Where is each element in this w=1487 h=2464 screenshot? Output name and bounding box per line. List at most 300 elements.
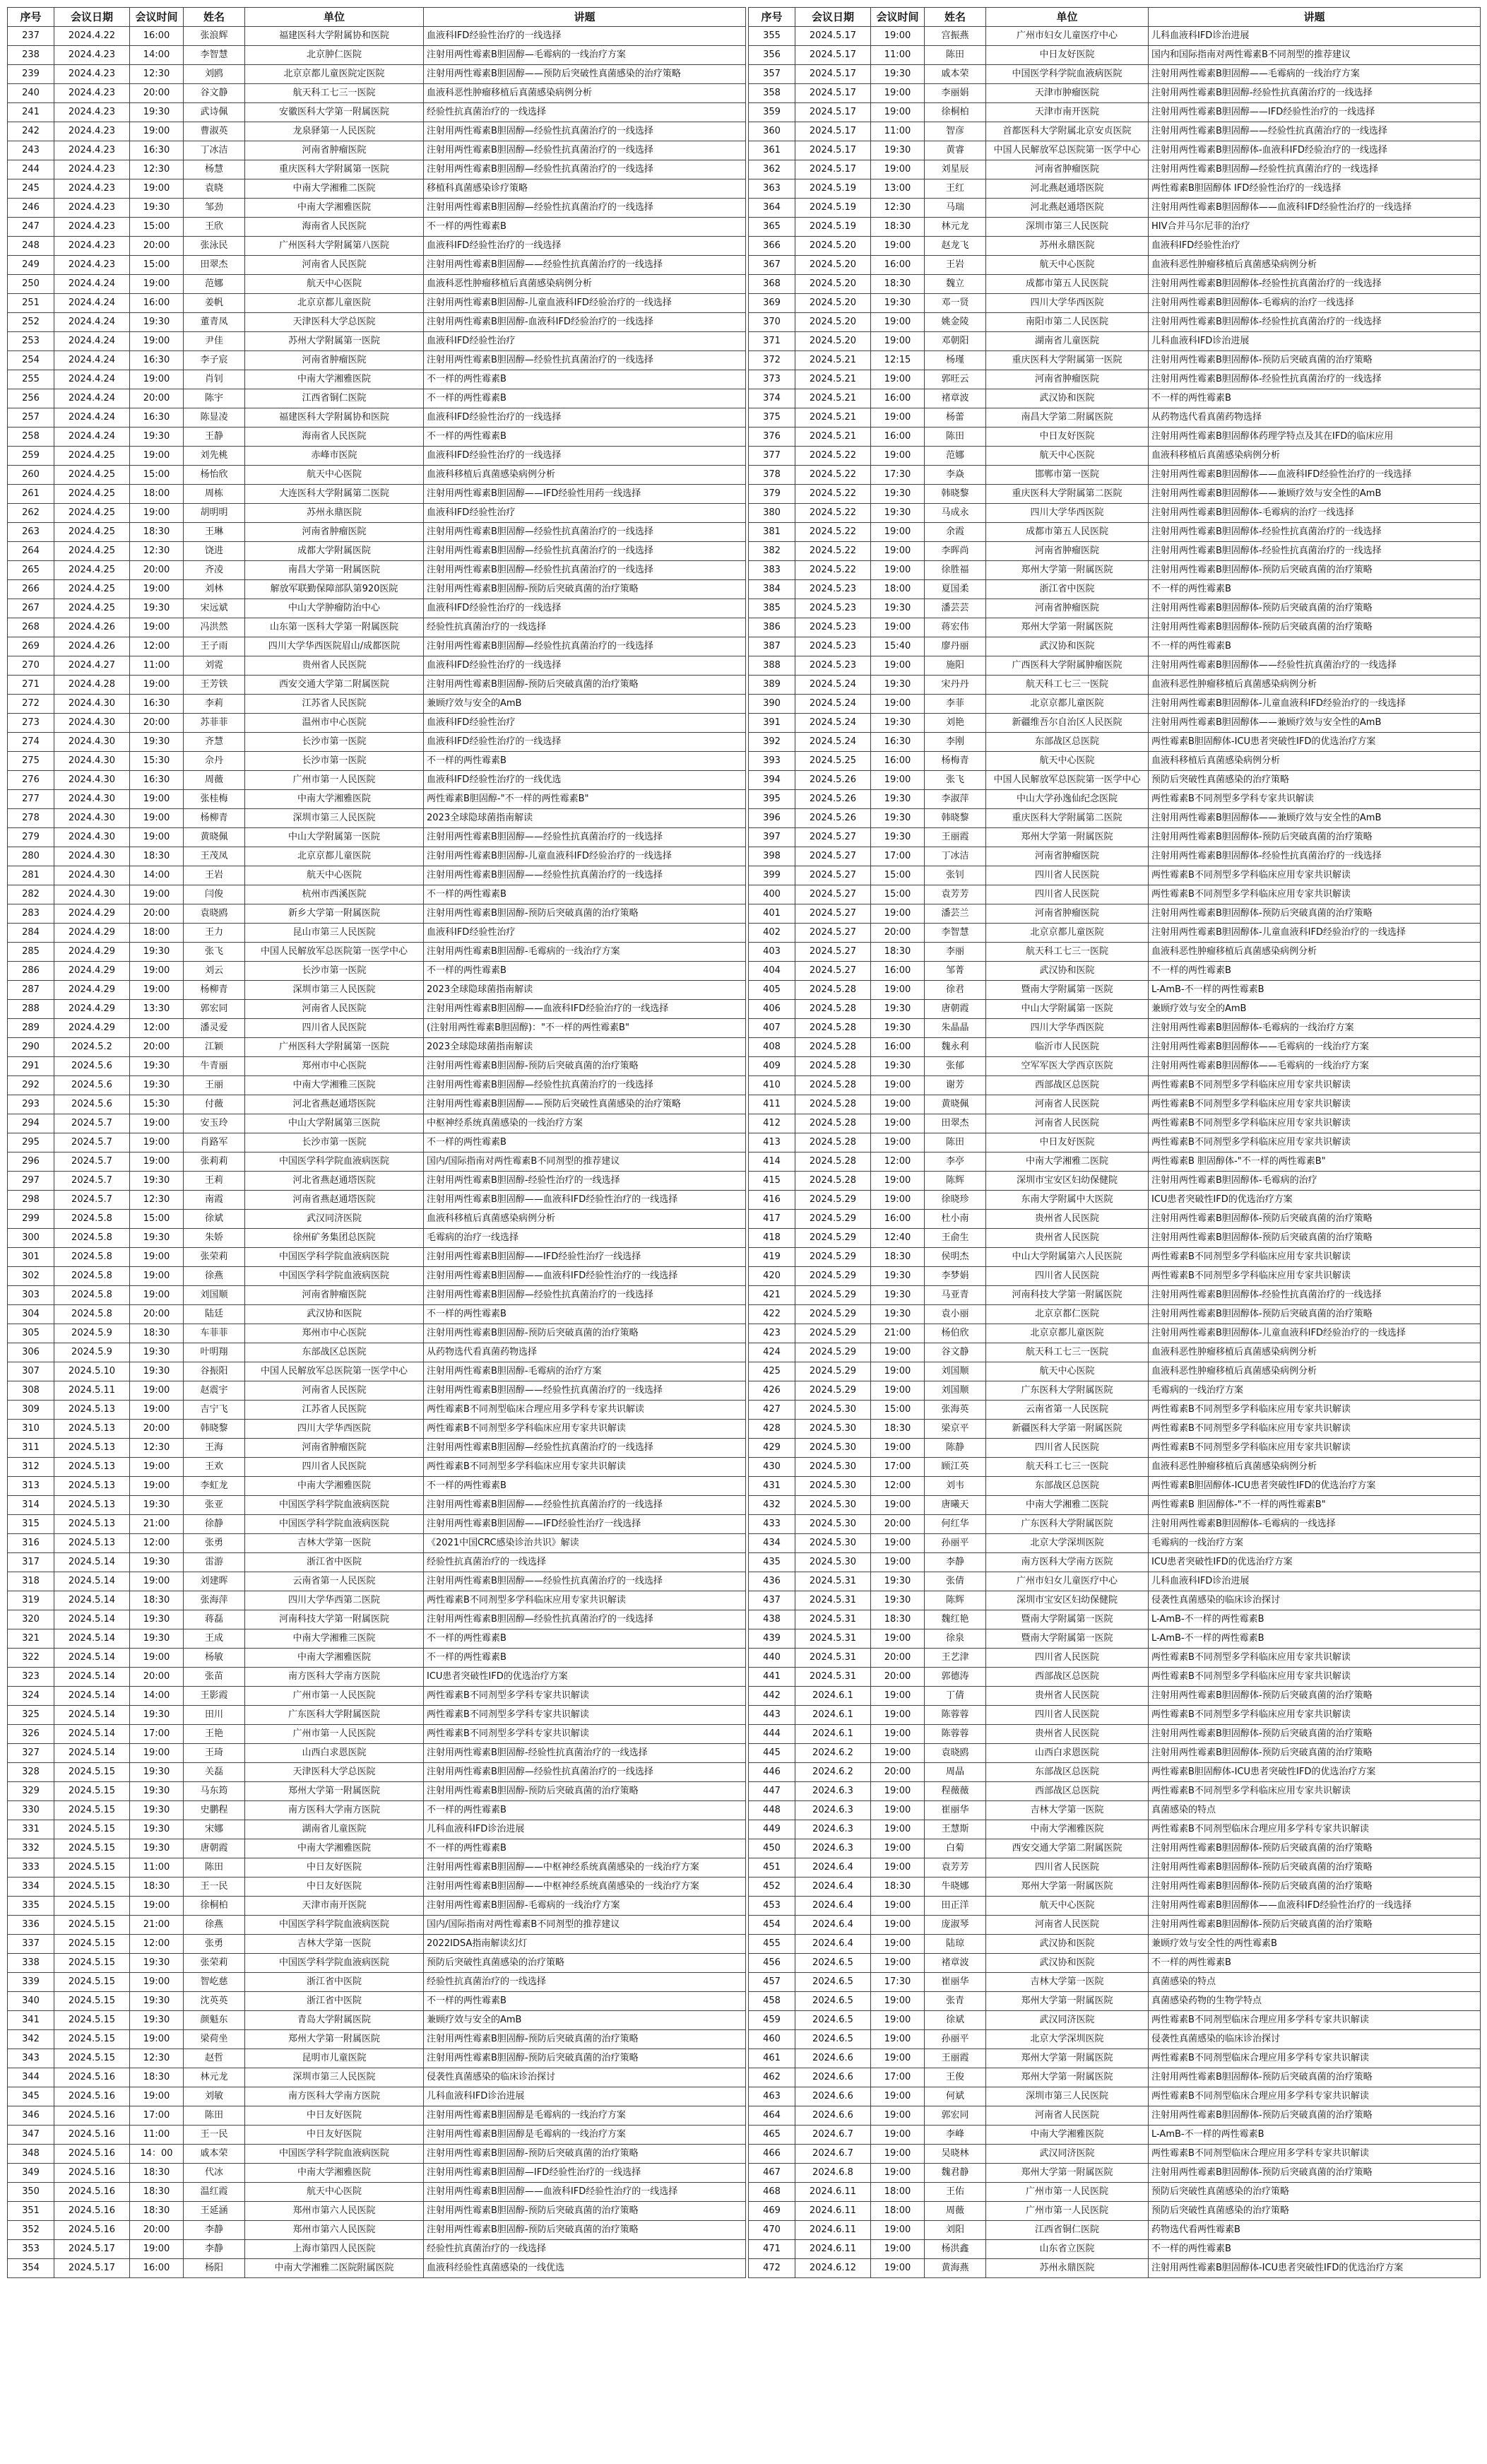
meeting-date: 2024.6.5 [795,2030,871,2049]
table-row [8,103,746,122]
meeting-time: 20:00 [130,237,184,256]
talk-topic: L-AmB-不一样的两性霉素B [1149,1610,1481,1629]
meeting-date: 2024.6.4 [795,1916,871,1935]
table-row [8,1057,746,1076]
table-row [8,1496,746,1515]
talk-topic: 注射用两性霉素B胆固醇体——兼顾疗效与安全性的AmB [1149,485,1481,504]
talk-topic: 血液科IFD经验性治疗 [424,924,746,943]
talk-topic: 注射用两性霉素B胆固醇体-预防后突破真菌的治疗策略 [1149,2068,1481,2087]
table-row [749,1839,1481,1858]
meeting-date: 2024.5.15 [54,1782,130,1801]
table-row [8,1668,746,1687]
talk-topic: 血液科移植后真菌感染病例分析 [424,1210,746,1229]
table-row [749,1706,1481,1725]
table-row [8,1973,746,1992]
speaker-name: 王丽霞 [925,828,986,847]
speaker-name: 廖丹丽 [925,637,986,656]
speaker-name: 宫振燕 [925,27,986,46]
talk-topic: 两性霉素B不同剂型临床合理应用多学科专家共识解读 [1149,2011,1481,2030]
speaker-name: 杨梅青 [925,752,986,771]
speaker-name: 王艺津 [925,1649,986,1668]
table-row [749,2259,1481,2278]
speaker-unit: 河南省人民医院 [986,2106,1149,2126]
table-row [8,2030,746,2049]
meeting-time: 19:00 [130,370,184,389]
talk-topic: 注射用两性霉素B胆固醇体-预防后突破真菌的治疗策略 [1149,351,1481,370]
meeting-date: 2024.4.30 [54,828,130,847]
speaker-unit: 广州医科大学附属第八医院 [245,237,424,256]
meeting-date: 2024.5.20 [795,294,871,313]
speaker-unit: 中南大学湘雅二医院附属医院 [245,2259,424,2278]
talk-topic: 血液科IFD经验性治疗的一线选择 [424,599,746,618]
speaker-unit: 成都市第五人民医院 [986,523,1149,542]
header-no: 序号 [749,8,795,27]
row-number: 276 [8,771,54,790]
speaker-unit: 龙泉驿第一人民医院 [245,122,424,141]
meeting-date: 2024.5.31 [795,1649,871,1668]
talk-topic: 2023全球隐球菌指南解读 [424,809,746,828]
row-number: 347 [8,2126,54,2145]
speaker-name: 刘建晖 [184,1572,245,1591]
row-number: 339 [8,1973,54,1992]
row-number: 296 [8,1153,54,1172]
speaker-unit: 武汉同济医院 [986,2011,1149,2030]
meeting-date: 2024.5.8 [54,1286,130,1305]
speaker-name: 李虹龙 [184,1477,245,1496]
meeting-date: 2024.5.16 [54,2164,130,2183]
speaker-unit: 武汉协和医院 [986,962,1149,981]
table-row [8,542,746,561]
speaker-unit: 中日友好医院 [986,428,1149,447]
speaker-name: 袁芳芳 [925,1858,986,1878]
speaker-name: 吉宁飞 [184,1401,245,1420]
speaker-unit: 中国人民解放军总医院第一医学中心 [245,943,424,962]
meeting-time: 13:30 [130,1000,184,1019]
speaker-name: 谷文静 [184,84,245,103]
talk-topic: 不一样的两性霉素B [424,370,746,389]
talk-topic: 注射用两性霉素B胆固醇-预防后突破真菌的治疗策略 [424,580,746,599]
row-number: 288 [8,1000,54,1019]
meeting-date: 2024.6.11 [795,2183,871,2202]
speaker-unit: 长沙市第一医院 [245,733,424,752]
table-row [8,1553,746,1572]
meeting-date: 2024.6.5 [795,2011,871,2030]
meeting-time: 19:00 [871,1725,925,1744]
speaker-name: 饶进 [184,542,245,561]
table-row [8,1076,746,1095]
table-row [749,389,1481,408]
roster-table-left [7,7,746,2278]
table-row [8,2240,746,2259]
meeting-time: 19:30 [130,2011,184,2030]
meeting-time: 19:00 [871,2106,925,2126]
speaker-unit: 广西医科大学附属肿瘤医院 [986,656,1149,676]
meeting-time: 12:40 [871,1229,925,1248]
speaker-name: 唐朝霞 [184,1839,245,1858]
talk-topic: 国内/国际指南对两性霉素B不同剂型的推荐建议 [424,1916,746,1935]
talk-topic: 从药物选代看真菌药物选择 [424,1343,746,1362]
speaker-unit: 南阳市第二人民医院 [986,313,1149,332]
table-row [8,1649,746,1668]
row-number: 337 [8,1935,54,1954]
table-row [8,1095,746,1114]
talk-topic: 两性霉素B不同剂型多学科临床应用专家共识解读 [1149,1439,1481,1458]
meeting-time: 15:30 [130,1095,184,1114]
talk-topic: 注射用两性霉素B胆固醇—经验性抗真菌治疗的一线选择 [424,141,746,160]
meeting-time: 12:30 [130,160,184,179]
speaker-name: 刘敏 [184,2087,245,2106]
row-number: 348 [8,2145,54,2164]
meeting-time: 15:00 [130,1210,184,1229]
table-row [8,1458,746,1477]
table-row [8,1477,746,1496]
talk-topic: 注射用两性霉素B胆固醇——经验性抗真菌治疗的一线选择 [424,828,746,847]
talk-topic: 注射用两性霉素B胆固醇体-经验性抗真菌治疗的一线选择 [1149,313,1481,332]
speaker-unit: 深圳市第三人民医院 [245,981,424,1000]
table-row [8,160,746,179]
meeting-time: 19:00 [871,1687,925,1706]
meeting-date: 2024.5.16 [54,2087,130,2106]
row-number: 406 [749,1000,795,1019]
row-number: 334 [8,1878,54,1897]
meeting-date: 2024.5.21 [795,370,871,389]
table-row [8,2202,746,2221]
row-number: 338 [8,1954,54,1973]
meeting-time: 15:00 [871,866,925,885]
talk-topic: 两性霉素B胆固醇体-ICU患者突破性IFD的优选治疗方案 [1149,733,1481,752]
table-row [8,408,746,428]
speaker-name: 陈辉 [925,1591,986,1610]
row-number: 297 [8,1172,54,1191]
row-number: 387 [749,637,795,656]
meeting-date: 2024.5.14 [54,1572,130,1591]
table-row [749,1076,1481,1095]
meeting-date: 2024.5.22 [795,523,871,542]
meeting-time: 21:00 [130,1916,184,1935]
talk-topic: 注射用两性霉素B胆固醇—经验性抗真菌治疗的一线选择 [424,1763,746,1782]
speaker-unit: 郑州大学第一附属医院 [986,561,1149,580]
meeting-time: 15:30 [130,752,184,771]
table-row [8,1401,746,1420]
speaker-name: 王影霞 [184,1687,245,1706]
row-number: 430 [749,1458,795,1477]
speaker-unit: 郑州大学第一附属医院 [986,828,1149,847]
meeting-time: 18:30 [130,523,184,542]
speaker-unit: 广东医科大学附属医院 [986,1515,1149,1534]
table-row [749,1191,1481,1210]
meeting-time: 15:00 [871,885,925,904]
talk-topic: 血液科IFD经验性治疗的一线优选 [424,771,746,790]
row-number: 378 [749,466,795,485]
meeting-time: 20:00 [130,2221,184,2240]
meeting-time: 19:30 [130,1076,184,1095]
speaker-name: 张钊 [925,866,986,885]
speaker-unit: 江苏省人民医院 [245,695,424,714]
talk-topic: 血液科IFD经验性治疗 [1149,237,1481,256]
table-row [8,237,746,256]
talk-topic: 注射用两性霉素B胆固醇——经验性抗真菌治疗的一线选择 [424,256,746,275]
talk-topic: 两性霉素B不同剂型多学科专家共识解读 [424,1725,746,1744]
talk-topic: 注射用两性霉素B胆固醇—经验性抗真菌治疗的一线选择 [424,1286,746,1305]
meeting-time: 19:30 [130,1553,184,1572]
table-row [749,580,1481,599]
talk-topic: 注射用两性霉素B胆固醇体-预防后突破真菌的治疗策略 [1149,1916,1481,1935]
meeting-date: 2024.5.20 [795,275,871,294]
speaker-unit: 河南省肿瘤医院 [986,370,1149,389]
row-number: 435 [749,1553,795,1572]
speaker-unit: 航天中心医院 [986,752,1149,771]
row-number: 271 [8,676,54,695]
meeting-time: 18:00 [130,924,184,943]
talk-topic: 注射用两性霉素B胆固醇—毛霉病的一线治疗方案 [424,46,746,65]
row-number: 356 [749,46,795,65]
meeting-time: 15:00 [130,256,184,275]
row-number: 303 [8,1286,54,1305]
talk-topic: 注射用两性霉素B胆固醇-预防后突破真菌的治疗策略 [424,676,746,695]
table-row [8,218,746,237]
speaker-name: 陈田 [925,1133,986,1153]
table-row [749,1801,1481,1820]
talk-topic: 不一样的两性霉素B [1149,580,1481,599]
speaker-unit: 郑州大学第一附属医院 [245,2030,424,2049]
meeting-time: 19:00 [871,2221,925,2240]
table-row [8,466,746,485]
row-number: 318 [8,1572,54,1591]
talk-topic: 注射用两性霉素B胆固醇体-经验性抗真菌治疗的一线选择 [1149,1286,1481,1305]
meeting-date: 2024.5.30 [795,1534,871,1553]
meeting-time: 19:00 [130,1973,184,1992]
meeting-date: 2024.5.15 [54,1897,130,1916]
meeting-time: 16:00 [871,256,925,275]
talk-topic: 注射用两性霉素B胆固醇体-经验性抗真菌治疗的一线选择 [1149,847,1481,866]
table-row [749,447,1481,466]
speaker-name: 王一民 [184,2126,245,2145]
meeting-date: 2024.4.29 [54,924,130,943]
speaker-name: 韩晓黎 [925,809,986,828]
row-number: 344 [8,2068,54,2087]
row-number: 436 [749,1572,795,1591]
talk-topic: 注射用两性霉素B胆固醇体——血液科IFD经验性治疗的一线选择 [1149,1897,1481,1916]
row-number: 359 [749,103,795,122]
meeting-date: 2024.5.13 [54,1401,130,1420]
talk-topic: 不一样的两性霉素B [424,1649,746,1668]
table-row [749,1687,1481,1706]
speaker-unit: 中山大学附属第三医院 [245,1114,424,1133]
meeting-time: 20:00 [130,714,184,733]
speaker-unit: 广州市第一人民医院 [245,1687,424,1706]
speaker-name: 王丽霞 [925,2049,986,2068]
meeting-time: 19:00 [130,885,184,904]
meeting-time: 19:30 [130,1992,184,2011]
table-row [749,1172,1481,1191]
table-row [749,1267,1481,1286]
talk-topic: 注射用两性霉素B胆固醇——经验性抗真菌治疗的一线选择 [1149,122,1481,141]
speaker-unit: 四川省人民医院 [986,1706,1149,1725]
speaker-unit: 河南省人民医院 [986,1916,1149,1935]
row-number: 293 [8,1095,54,1114]
row-number: 364 [749,199,795,218]
talk-topic: 注射用两性霉素B胆固醇体-经验性抗真菌治疗的一线选择 [1149,542,1481,561]
meeting-time: 19:30 [130,103,184,122]
row-number: 238 [8,46,54,65]
row-number: 395 [749,790,795,809]
speaker-name: 黄晓佩 [925,1095,986,1114]
speaker-unit: 首都医科大学附属北京安贞医院 [986,122,1149,141]
talk-topic: 注射用两性霉素B胆固醇体-预防后突破真菌的治疗策略 [1149,2164,1481,2183]
speaker-name: 周薇 [925,2202,986,2221]
speaker-name: 张青 [925,1992,986,2011]
row-number: 352 [8,2221,54,2240]
row-number: 394 [749,771,795,790]
row-number: 357 [749,65,795,84]
speaker-unit: 深圳市第三人民医院 [986,2087,1149,2106]
meeting-time: 19:30 [871,1591,925,1610]
speaker-name: 张亚 [184,1496,245,1515]
meeting-date: 2024.5.16 [54,2183,130,2202]
meeting-time: 19:30 [130,1229,184,1248]
row-number: 402 [749,924,795,943]
meeting-time: 19:00 [871,1992,925,2011]
meeting-time: 16:00 [871,428,925,447]
table-row [749,1782,1481,1801]
roster-table-right [748,7,1481,2278]
speaker-name: 邹菁 [925,962,986,981]
row-number: 275 [8,752,54,771]
meeting-time: 19:30 [130,1362,184,1381]
row-number: 396 [749,809,795,828]
speaker-name: 何斌 [925,2087,986,2106]
table-row [8,904,746,924]
speaker-name: 袁晓鸥 [184,904,245,924]
speaker-unit: 郑州大学第一附属医院 [245,1782,424,1801]
table-row [8,1439,746,1458]
header-topic: 讲题 [424,8,746,27]
speaker-unit: 河北燕赵通塔医院 [986,199,1149,218]
speaker-name: 肖钊 [184,370,245,389]
speaker-name: 梁京平 [925,1420,986,1439]
speaker-unit: 中南大学湘雅医院 [245,1649,424,1668]
speaker-name: 袁小丽 [925,1305,986,1324]
table-row [749,1515,1481,1534]
row-number: 351 [8,2202,54,2221]
meeting-date: 2024.5.15 [54,1916,130,1935]
meeting-time: 19:00 [871,2164,925,2183]
row-number: 247 [8,218,54,237]
meeting-date: 2024.5.23 [795,599,871,618]
speaker-name: 张海英 [925,1401,986,1420]
meeting-date: 2024.5.15 [54,1763,130,1782]
meeting-date: 2024.4.25 [54,466,130,485]
table-row [749,237,1481,256]
meeting-date: 2024.5.30 [795,1420,871,1439]
talk-topic: 注射用两性霉素B胆固醇-经验性抗真菌治疗的一线选择 [1149,84,1481,103]
meeting-time: 12:30 [871,199,925,218]
row-number: 457 [749,1973,795,1992]
meeting-date: 2024.6.5 [795,1954,871,1973]
speaker-unit: 南方医科大学南方医院 [245,1801,424,1820]
speaker-name: 李焱 [925,466,986,485]
row-number: 375 [749,408,795,428]
talk-topic: HIV合并马尔尼菲的治疗 [1149,218,1481,237]
table-row [749,65,1481,84]
talk-topic: 中枢神经系统真菌感染的一线治疗方案 [424,1114,746,1133]
meeting-date: 2024.5.29 [795,1343,871,1362]
speaker-unit: 四川大学华西医院 [986,294,1149,313]
speaker-unit: 四川省人民医院 [245,1458,424,1477]
speaker-unit: 深圳市第三人民医院 [986,218,1149,237]
meeting-time: 12:30 [130,1191,184,1210]
meeting-time: 18:30 [871,1420,925,1439]
meeting-date: 2024.6.6 [795,2106,871,2126]
meeting-date: 2024.5.17 [795,46,871,65]
table-row [749,1095,1481,1114]
meeting-date: 2024.5.17 [54,2240,130,2259]
meeting-time: 19:00 [871,2087,925,2106]
speaker-unit: 郑州市中心医院 [245,1057,424,1076]
table-row [749,885,1481,904]
row-number: 331 [8,1820,54,1839]
speaker-name: 谷文静 [925,1343,986,1362]
table-row [749,1954,1481,1973]
speaker-unit: 广州市第一人民医院 [986,2183,1149,2202]
talk-topic: ICU患者突破性IFD的优选治疗方案 [424,1668,746,1687]
table-row [749,1572,1481,1591]
talk-topic: 注射用两性霉素B胆固醇体-毛霉病的一线治疗方案 [1149,1019,1481,1038]
talk-topic: 注射用两性霉素B胆固醇体-儿童血液科IFD经验治疗的一线选择 [1149,1324,1481,1343]
table-row [8,1362,746,1381]
talk-topic: 不一样的两性霉素B [424,1133,746,1153]
speaker-name: 张莉莉 [184,1153,245,1172]
meeting-date: 2024.5.29 [795,1286,871,1305]
meeting-date: 2024.5.15 [54,2011,130,2030]
meeting-date: 2024.5.30 [795,1553,871,1572]
table-row [8,656,746,676]
speaker-name: 王海 [184,1439,245,1458]
talk-topic: 注射用两性霉素B胆固醇—经验性抗真菌治疗的一线选择 [1149,160,1481,179]
speaker-name: 张郁 [925,1057,986,1076]
speaker-name: 李莉 [184,695,245,714]
speaker-name: 张勇 [184,1534,245,1553]
table-row [749,122,1481,141]
speaker-unit: 贵州省人民医院 [986,1725,1149,1744]
meeting-time: 19:30 [130,1763,184,1782]
meeting-time: 14:00 [130,46,184,65]
speaker-name: 马成永 [925,504,986,523]
speaker-name: 宋远斌 [184,599,245,618]
speaker-unit: 海南省人民医院 [245,428,424,447]
speaker-unit: 河北省燕赵通塔医院 [245,1095,424,1114]
speaker-name: 王力 [184,924,245,943]
speaker-name: 王佑 [925,2183,986,2202]
speaker-name: 李峰 [925,2126,986,2145]
meeting-date: 2024.5.24 [795,695,871,714]
talk-topic: 注射用两性霉素B胆固醇体-预防后突破真菌的治疗策略 [1149,1687,1481,1706]
speaker-unit: 河南省肿瘤医院 [245,141,424,160]
table-row [749,523,1481,542]
row-number: 309 [8,1401,54,1420]
table-row [8,1572,746,1591]
speaker-name: 蒋宏伟 [925,618,986,637]
talk-topic: 注射用两性霉素B胆固醇—经验性抗真菌治疗的一线选择 [424,561,746,580]
row-number: 428 [749,1420,795,1439]
speaker-name: 袁芳芳 [925,885,986,904]
row-number: 307 [8,1362,54,1381]
meeting-date: 2024.4.23 [54,141,130,160]
speaker-unit: 山东省立医院 [986,2240,1149,2259]
meeting-time: 18:30 [871,1878,925,1897]
talk-topic: 兼顾疗效与安全的AmB [424,695,746,714]
talk-topic: 注射用两性霉素B胆固醇体-预防后突破真菌的治疗策略 [1149,1839,1481,1858]
